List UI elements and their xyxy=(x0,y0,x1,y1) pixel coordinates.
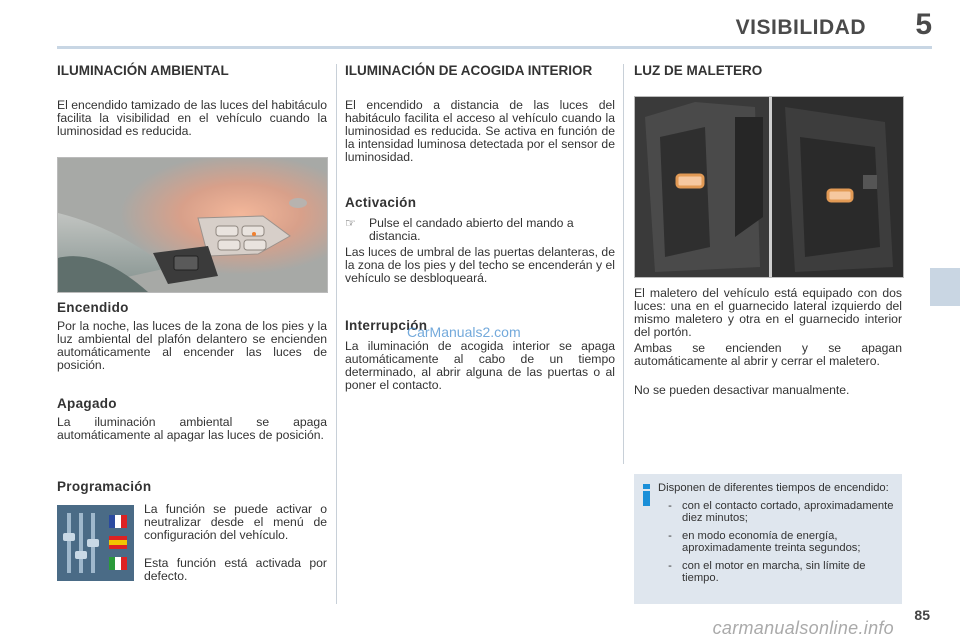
info-icon xyxy=(640,484,654,506)
trunk-text-3: No se pueden desactivar manualmente. xyxy=(634,383,850,397)
chapter-side-tab xyxy=(930,268,960,306)
encendido-text: Por la noche, las luces de la zona de los pies y la luz ambiental del plafón delantero se encienden automáticamente al encender las luces de posición. xyxy=(57,319,327,372)
page-number: 85 xyxy=(914,607,930,623)
trunk-light-photo xyxy=(634,96,904,278)
interrupcion-heading: Interrupción xyxy=(345,318,428,333)
programacion-text-1: La función se puede activar o neutralizar desde el menú de configuración del vehículo. xyxy=(144,502,327,542)
watermark-overlay: CarManuals2.com xyxy=(407,324,521,340)
encendido-heading: Encendido xyxy=(57,300,129,315)
hand-pointer-icon: ☞ xyxy=(345,216,356,230)
programacion-text-2: Esta función está activada por defecto. xyxy=(144,556,327,583)
section-heading-ambient: ILUMINACIÓN AMBIENTAL xyxy=(57,63,229,78)
info-list-item: - con el contacto cortado, aproximadamente diez minutos; xyxy=(668,500,894,524)
programacion-heading: Programación xyxy=(57,479,152,494)
welcome-intro: El encendido a distancia de las luces del habitáculo facilita el acceso al vehículo cuando la luminosidad es reducida. Se activa en función de la intensidad luminosa detectada por el sensor de luminosidad. xyxy=(345,98,615,164)
ambient-intro: El encendido tamizado de las luces del habitáculo facilita la visibilidad en el vehículo cuando la luminosidad es reducida. xyxy=(57,98,327,138)
ceiling-light-photo xyxy=(57,157,328,293)
activacion-heading: Activación xyxy=(345,195,417,210)
watermark-footer: carmanualsonline.info xyxy=(712,618,894,638)
activacion-bullet xyxy=(345,217,615,243)
chapter-number: 5 xyxy=(915,8,932,41)
info-list xyxy=(658,500,896,584)
interrupcion-text: La iluminación de acogida interior se apaga automáticamente al cabo de un tiempo determinado, al abrir alguna de las puertas o al poner el contacto. xyxy=(345,339,615,392)
settings-menu-icon xyxy=(57,505,134,581)
header-rule xyxy=(57,46,932,49)
column-divider xyxy=(336,64,337,604)
section-heading-trunk: LUZ DE MALETERO xyxy=(634,63,763,78)
trunk-text-2: Ambas se encienden y se apagan automáticamente al abrir y cerrar el maletero. xyxy=(634,341,902,368)
info-list-item: - con el motor en marcha, sin límite de tiempo. xyxy=(668,560,866,584)
info-list-item: - en modo economía de energía, aproximadamente treinta segundos; xyxy=(668,530,861,554)
info-box xyxy=(634,474,902,604)
activacion-text: Las luces de umbral de las puertas delanteras, de la zona de los pies y del techo se encenderán y el vehículo se desbloqueará. xyxy=(345,245,615,285)
apagado-heading: Apagado xyxy=(57,396,117,411)
apagado-text: La iluminación ambiental se apaga automáticamente al apagar las luces de posición. xyxy=(57,415,327,442)
page-title: VISIBILIDAD xyxy=(735,16,866,39)
section-heading-welcome: ILUMINACIÓN DE ACOGIDA INTERIOR xyxy=(345,63,593,78)
activacion-bullet-text: Pulse el candado abierto del mando a distancia. xyxy=(369,216,574,243)
column-divider xyxy=(623,64,624,464)
info-intro: Disponen de diferentes tiempos de encendido: xyxy=(658,482,889,494)
trunk-text-1: El maletero del vehículo está equipado con dos luces: una en el guarnecido lateral izquierdo del mismo maletero y otra en el guarnecido interior del portón. xyxy=(634,286,902,339)
